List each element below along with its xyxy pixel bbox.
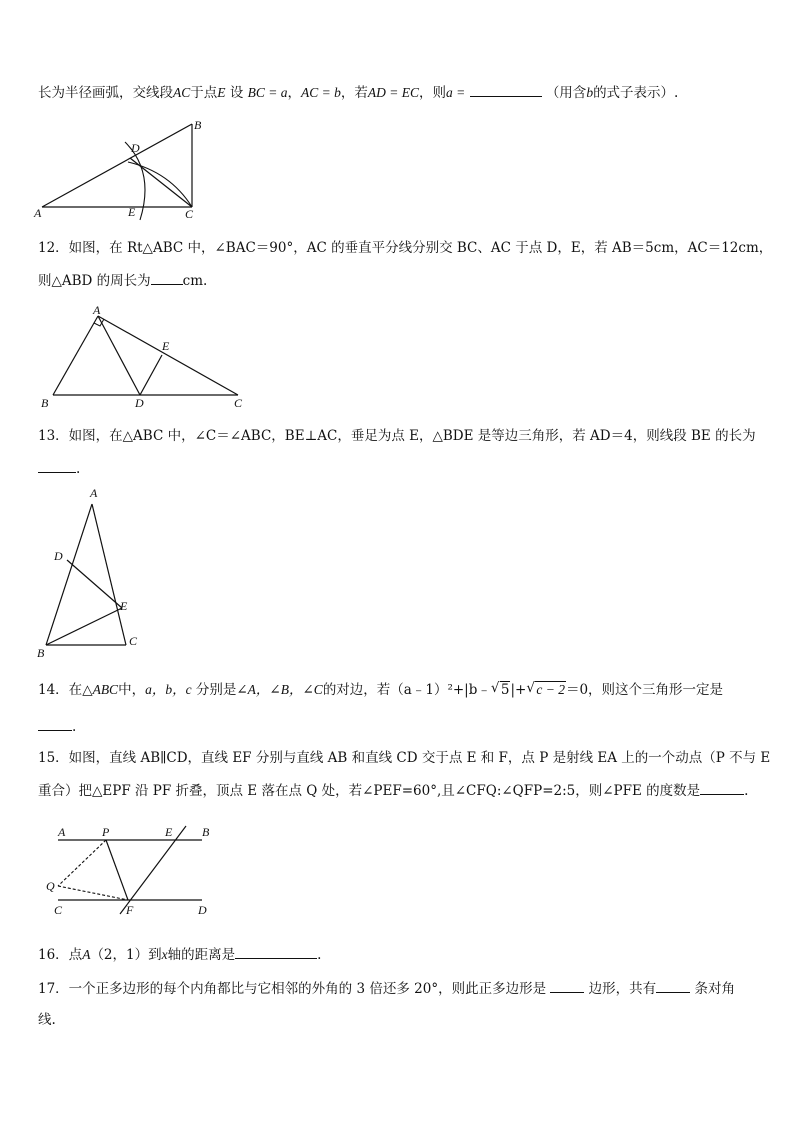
q15-seg-pf bbox=[106, 840, 128, 900]
q16-text-2: （2，1）到 bbox=[90, 947, 162, 963]
q12-answer-blank[interactable] bbox=[151, 270, 183, 285]
q14-text-2: 中， bbox=[118, 682, 146, 698]
q13-seg-ab bbox=[46, 504, 92, 645]
q14-sqrt-c2: √ c − 2 bbox=[526, 680, 565, 697]
q15-label-c: C bbox=[54, 903, 63, 917]
q14-line-1 bbox=[38, 680, 758, 700]
q15-seg-qf bbox=[58, 886, 128, 900]
q12-seg-ab bbox=[53, 316, 98, 395]
q11-ac: AC bbox=[173, 85, 191, 100]
q17-answer-blank-1[interactable] bbox=[550, 978, 584, 993]
q15-seg-pq bbox=[58, 840, 106, 886]
q14-line-2 bbox=[38, 716, 758, 737]
q13-label-a: A bbox=[90, 486, 98, 500]
q17-text-2: 边形，共有 bbox=[588, 981, 657, 997]
q12-label-d: D bbox=[135, 396, 144, 410]
q13-label-b: B bbox=[37, 646, 45, 660]
q14-text-1: 14．在 bbox=[38, 682, 83, 698]
q13-answer-blank[interactable] bbox=[38, 458, 76, 473]
q15-text-3: . bbox=[744, 783, 749, 799]
q11-text bbox=[38, 82, 758, 103]
q16-point-a: A bbox=[82, 947, 91, 962]
q11-answer-blank[interactable] bbox=[470, 82, 542, 97]
q14-angles: ∠A，∠B，∠C bbox=[236, 682, 323, 697]
q12-label-b: B bbox=[41, 396, 49, 410]
q11-text-1: 长为半径画弧，交线段 bbox=[38, 85, 173, 101]
q11-label-c: C bbox=[185, 207, 194, 221]
q14-text-7: . bbox=[72, 719, 77, 735]
q17-line-1 bbox=[38, 978, 758, 999]
q13-seg-be bbox=[46, 608, 122, 645]
q13-figure bbox=[34, 484, 144, 662]
q15-text-1: 15．如图，直线 AB∥CD，直线 EF 分别与直线 AB 和直线 CD 交于点 E 和 F，点 P 是射线 EA 上的一个动点（P 不与 E bbox=[38, 750, 771, 766]
q11-text-7: 的式子表示）. bbox=[593, 85, 679, 101]
q13-label-d: D bbox=[54, 549, 63, 563]
q15-label-a: A bbox=[58, 825, 66, 839]
q16-line bbox=[38, 944, 758, 965]
q14-text-3: 分别是 bbox=[195, 682, 237, 698]
q11-e: E bbox=[217, 85, 226, 100]
q16-text-3: 轴的距离是 bbox=[167, 947, 236, 963]
q15-label-p: P bbox=[102, 825, 110, 839]
q15-line-ef bbox=[120, 826, 186, 914]
q13-line-2 bbox=[38, 458, 758, 479]
q17-answer-blank-2[interactable] bbox=[656, 978, 690, 993]
q13-text-2: . bbox=[76, 461, 81, 477]
q11-text-6: （用含 bbox=[545, 85, 587, 101]
q17-line-2 bbox=[38, 1010, 758, 1030]
q14-text-5: |+ bbox=[510, 682, 527, 698]
q17-text-1: 17．一个正多边形的每个内角都比与它相邻的外角的 3 倍还多 20°，则此正多边形是 bbox=[38, 981, 547, 997]
q17-text-4: 线. bbox=[38, 1012, 56, 1028]
q11-label-a: A bbox=[34, 206, 42, 220]
q12-line-1 bbox=[38, 238, 773, 258]
q12-text-2: 则△ABD 的周长为 bbox=[38, 273, 151, 289]
q11-label-e: E bbox=[128, 205, 136, 219]
q11-text-4: ，若 bbox=[340, 85, 368, 101]
q11-label-d: D bbox=[131, 141, 140, 155]
q11-text-2: 于点 bbox=[190, 85, 218, 101]
q16-text-1: 16．点 bbox=[38, 947, 83, 963]
q11-figure bbox=[30, 112, 220, 222]
q15-label-e: E bbox=[165, 825, 173, 839]
q11-ac-eq: AC = b bbox=[300, 85, 341, 100]
q11-b: b bbox=[586, 85, 594, 100]
q11-label-b: B bbox=[194, 118, 202, 132]
q15-line-1 bbox=[38, 748, 771, 768]
q14-answer-blank[interactable] bbox=[38, 716, 72, 731]
q13-label-c: C bbox=[129, 634, 138, 648]
q15-label-b: B bbox=[202, 825, 210, 839]
q12-text-3: cm. bbox=[182, 273, 208, 289]
q12-label-a: A bbox=[93, 303, 101, 317]
q15-label-d: D bbox=[198, 903, 207, 917]
q15-text-2: 重合）把△EPF 沿 PF 折叠，顶点 E 落在点 Q 处，若∠PEF=60°,且∠CFQ:∠QFP=2:5，则∠PFE 的度数是 bbox=[38, 783, 701, 799]
q12-label-c: C bbox=[234, 396, 243, 410]
q14-sqrt-c2-radicand: c − 2 bbox=[536, 682, 565, 697]
q15-label-q: Q bbox=[46, 879, 55, 893]
q14-abc: △ABC bbox=[82, 682, 119, 697]
q12-figure bbox=[38, 303, 253, 414]
q15-figure bbox=[46, 822, 221, 922]
q13-seg-ac bbox=[92, 504, 126, 645]
q13-seg-de bbox=[67, 560, 122, 608]
q16-text-4: . bbox=[317, 947, 322, 963]
q13-line-1 bbox=[38, 426, 758, 446]
q15-answer-blank[interactable] bbox=[700, 780, 744, 795]
q15-label-f: F bbox=[126, 903, 134, 917]
q15-line-2 bbox=[38, 780, 758, 801]
q11-text-3: 设 bbox=[229, 85, 244, 101]
q11-comma: ， bbox=[287, 85, 301, 101]
q14-vars: a，b，c bbox=[145, 682, 192, 697]
q11-arc-2 bbox=[128, 162, 192, 207]
q14-sqrt-5-radicand: 5 bbox=[500, 682, 510, 698]
q13-text-1: 13．如图，在△ABC 中，∠C＝∠ABC，BE⊥AC，垂足为点 E，△BDE 是等边三角形，若 AD＝4，则线段 BE 的长为 bbox=[38, 428, 756, 444]
q17-text-3: 条对角 bbox=[694, 981, 735, 997]
q14-text-4: 的对边，若（a﹣1）²+|b﹣ bbox=[322, 682, 491, 698]
q11-a-eq: a = bbox=[445, 85, 466, 100]
q14-sqrt-5: √ 5 bbox=[490, 680, 510, 698]
q11-ad-eq: AD = EC bbox=[367, 85, 419, 100]
q12-seg-de bbox=[140, 355, 162, 395]
q12-label-e: E bbox=[162, 339, 170, 353]
q16-answer-blank[interactable] bbox=[235, 944, 317, 959]
q12-text-1: 12．如图，在 Rt△ABC 中，∠BAC＝90°，AC 的垂直平分线分别交 BC、AC 于点 D，E，若 AB＝5cm，AC＝12cm， bbox=[38, 240, 773, 256]
q11-text-5: ，则 bbox=[418, 85, 446, 101]
q16-x: x bbox=[161, 947, 168, 962]
q11-seg-ab bbox=[42, 124, 192, 207]
q13-label-e: E bbox=[120, 599, 128, 613]
q12-line-2 bbox=[38, 270, 758, 291]
q14-text-6: ＝0，则这个三角形一定是 bbox=[565, 682, 724, 698]
q11-bc-eq: BC = a bbox=[247, 85, 288, 100]
